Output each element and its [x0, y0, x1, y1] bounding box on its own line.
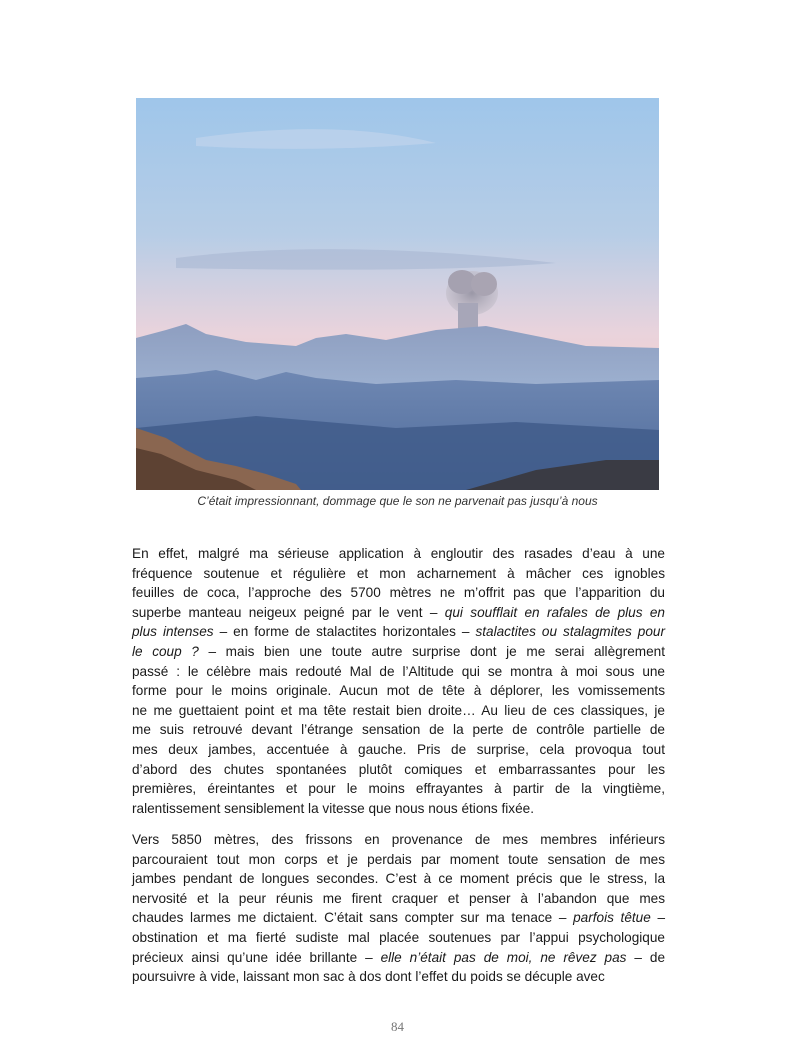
italic-text: parfois têtue [573, 910, 651, 926]
text-run: fréquence soutenue et régulière et mon acharnement à mâcher ces ignobles [132, 565, 665, 581]
text-run: premières, éreintantes et pour le moins effrayantes à partir de la vingtième, [132, 781, 665, 797]
text-run: – de [626, 949, 666, 965]
text-line [132, 850, 665, 870]
text-run: me suis retrouvé devant l’étrange sensation de la perte de contrôle partielle de [132, 722, 665, 738]
text-run: chaudes larmes me dictaient. C’était sans compter sur ma tenace – [132, 910, 574, 926]
text-run: obstination et ma fierté sudiste mal placée soutenues par l’appui psychologique [132, 929, 665, 945]
text-line [132, 779, 665, 799]
text-line [132, 948, 665, 968]
text-line [132, 760, 665, 780]
text-run: passé : le célèbre mais redouté Mal de l’Altitude qui se montra à moi sous une [132, 663, 665, 679]
text-line [132, 583, 665, 603]
text-line [132, 662, 665, 682]
text-line [132, 564, 665, 584]
text-run: superbe manteau neigeux peigné par le vent – [132, 604, 445, 620]
text-run: d’abord des chutes spontanées plutôt comiques et embarrassantes pour les [132, 761, 665, 777]
italic-text: stalactites ou stalagmites pour [475, 624, 665, 640]
page-number: 84 [391, 1019, 404, 1034]
volcano-eruption-photo [136, 98, 659, 490]
text-run: ralentissement sensiblement la vitesse que nous nous étions fixée. [132, 800, 534, 816]
text-run: feuilles de coca, l’approche des 5700 mètres ne m’offrit pas que l’apparition du [132, 585, 665, 601]
figure-caption: C’était impressionnant, dommage que le son ne parvenait pas jusqu’à nous [197, 494, 598, 508]
text-line [132, 908, 665, 928]
text-line [132, 622, 665, 642]
text-line [132, 869, 665, 889]
text-line [132, 830, 665, 850]
text-run: – mais bien une toute autre surprise dont je me serai allègrement [198, 643, 665, 659]
text-line [132, 642, 665, 662]
text-run: poursuivre à vide, laissant mon sac à dos dont l’effet du poids se décuple avec [132, 969, 605, 985]
italic-text: elle n’était pas de moi, ne rêvez pas [380, 949, 627, 965]
text-run: parcouraient tout mon corps et je perdais par moment toute sensation de mes [132, 851, 665, 867]
text-run: ne me guettaient point et ma tête restait bien droite… Au lieu de ces classiques, je [132, 702, 665, 718]
text-line [132, 720, 665, 740]
text-run: précieux ainsi qu’une idée brillante – [132, 949, 381, 965]
paragraph [132, 830, 665, 987]
text-line [132, 928, 665, 948]
text-line [132, 889, 665, 909]
text-run: jambes pendant de longues secondes. C’est à ce moment précis que le stress, la [132, 871, 665, 887]
text-line [132, 740, 665, 760]
paragraph [132, 544, 665, 818]
italic-text: le coup ? [132, 643, 199, 659]
text-line [132, 967, 665, 987]
text-line [132, 799, 665, 819]
text-line [132, 544, 665, 564]
text-line [132, 681, 665, 701]
text-line [132, 701, 665, 721]
text-run: – en forme de stalactites horizontales – [213, 624, 476, 640]
text-run: En effet, malgré ma sérieuse application à engloutir des rasades d’eau à une [132, 546, 665, 561]
text-run: mes deux jambes, accentuée à gauche. Pris de surprise, cela provoqua tout [132, 741, 665, 757]
text-run: forme pour le moins originale. Aucun mot de tête à déplorer, les vomissements [132, 683, 665, 699]
italic-text: qui soufflait en rafales de plus en [444, 604, 665, 620]
italic-text: plus intenses [132, 624, 214, 640]
text-line [132, 603, 665, 623]
text-run: – [650, 910, 666, 926]
text-run: nervosité et la peur réunis me firent craquer et penser à l’abandon que mes [132, 890, 665, 906]
text-run: Vers 5850 mètres, des frissons en provenance de mes membres inférieurs [132, 832, 665, 847]
